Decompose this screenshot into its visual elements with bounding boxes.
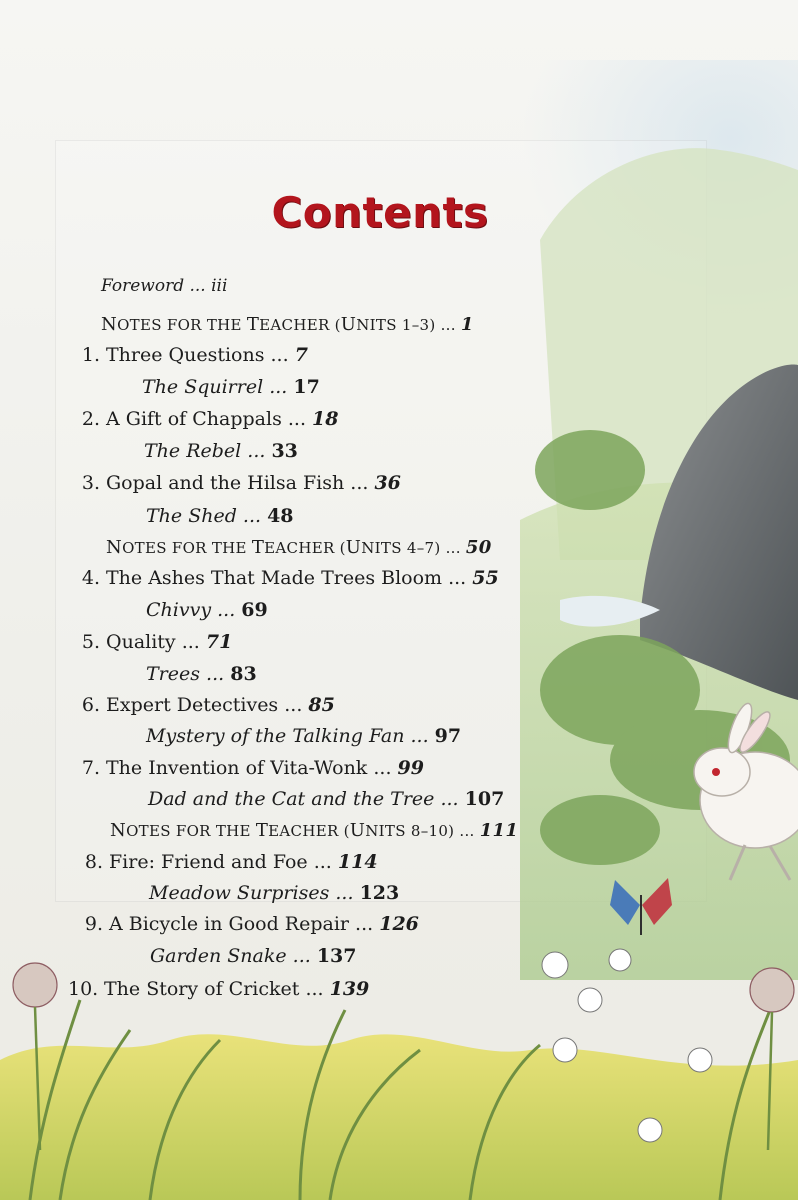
foreword-label: Foreword — [101, 276, 185, 296]
unit-7-entry: 7. The Invention of Vita-Wonk ... 99 — [81, 757, 424, 779]
foreword-page: iii — [211, 276, 228, 296]
poem-title: Meadow Surprises — [149, 882, 330, 904]
unit-title: Fire: Friend and Foe — [109, 851, 308, 873]
unit-page: 85 — [308, 694, 335, 716]
unit-page: 36 — [374, 472, 401, 494]
unit-title: The Story of Cricket — [104, 978, 300, 1000]
poem-page: 48 — [267, 505, 294, 527]
unit-4-entry: 4. The Ashes That Made Trees Bloom ... 55 — [81, 567, 499, 589]
unit-6-entry: 6. Expert Detectives ... 85 — [81, 694, 335, 716]
unit-title: Gopal and the Hilsa Fish — [106, 472, 345, 494]
poem-page: 107 — [464, 788, 505, 810]
unit-10-entry: 10. The Story of Cricket ... 139 — [68, 978, 370, 1000]
poem-page: 97 — [434, 725, 462, 747]
unit-page: 71 — [205, 631, 233, 653]
unit-page: 18 — [312, 408, 339, 430]
separator: ... — [189, 276, 206, 296]
unit-page: 139 — [329, 978, 370, 1000]
unit-title: Expert Detectives — [106, 694, 279, 716]
unit-5-entry: 5. Quality ... 71 — [81, 631, 233, 653]
notes-entry-3: NOTES FOR THE TEACHER (UNITS 8–10) ... 111 — [110, 820, 519, 841]
poem-9-entry: Garden Snake ... 137 — [150, 945, 357, 967]
poem-7-entry: Dad and the Cat and the Tree ... 107 — [148, 788, 505, 810]
unit-page: 99 — [397, 757, 424, 779]
poem-3-entry: The Shed ... 48 — [146, 505, 294, 527]
poem-8-entry: Meadow Surprises ... 123 — [149, 882, 400, 904]
poem-title: The Shed — [146, 505, 237, 527]
unit-9-entry: 9. A Bicycle in Good Repair ... 126 — [84, 913, 419, 935]
foreword-entry — [101, 274, 227, 298]
unit-title: The Invention of Vita-Wonk — [106, 757, 368, 779]
notes-page-3: 111 — [479, 820, 519, 841]
poem-title: The Squirrel — [142, 376, 264, 398]
foreground-grass — [0, 1034, 798, 1200]
notes-page-1: 1 — [460, 314, 474, 335]
unit-title: A Gift of Chappals — [106, 408, 282, 430]
unit-page: 7 — [294, 344, 308, 366]
poem-page: 137 — [316, 945, 357, 967]
poem-title: Chivvy — [146, 599, 212, 621]
unit-title: Three Questions — [106, 344, 265, 366]
poem-page: 83 — [230, 663, 257, 685]
unit-page: 114 — [337, 851, 378, 873]
poem-2-entry: The Rebel ... 33 — [144, 440, 298, 462]
unit-title: Quality — [106, 631, 176, 653]
notes-entry-1: NOTES FOR THE TEACHER (UNITS 1–3) ... 1 — [101, 314, 474, 335]
unit-page: 126 — [379, 913, 419, 935]
unit-title: A Bicycle in Good Repair — [109, 913, 349, 935]
unit-1-entry: 1. Three Questions ... 7 — [81, 344, 308, 366]
poem-page: 17 — [293, 376, 320, 398]
poem-title: Mystery of the Talking Fan — [146, 725, 405, 747]
unit-title: The Ashes That Made Trees Bloom — [106, 567, 443, 589]
poem-page: 69 — [241, 599, 268, 621]
poem-6-entry: Mystery of the Talking Fan ... 97 — [146, 725, 462, 747]
poem-page: 33 — [271, 440, 298, 462]
unit-8-entry: 8. Fire: Friend and Foe ... 114 — [84, 851, 378, 873]
notes-entry-2: NOTES FOR THE TEACHER (UNITS 4–7) ... 50 — [106, 537, 492, 558]
notes-page-2: 50 — [465, 537, 492, 558]
poem-title: Garden Snake — [150, 945, 287, 967]
page-title: Contents — [271, 188, 489, 237]
poem-4-entry: Chivvy ... 69 — [146, 599, 268, 621]
unit-2-entry: 2. A Gift of Chappals ... 18 — [81, 408, 339, 430]
poem-title: Trees — [146, 663, 200, 685]
poem-title: The Rebel — [144, 440, 242, 462]
poem-5-entry: Trees ... 83 — [146, 663, 257, 685]
poem-title: Dad and the Cat and the Tree — [148, 788, 435, 810]
unit-3-entry: 3. Gopal and the Hilsa Fish ... 36 — [81, 472, 401, 494]
poem-page: 123 — [359, 882, 400, 904]
poem-1-entry: The Squirrel ... 17 — [142, 376, 320, 398]
unit-page: 55 — [472, 567, 499, 589]
